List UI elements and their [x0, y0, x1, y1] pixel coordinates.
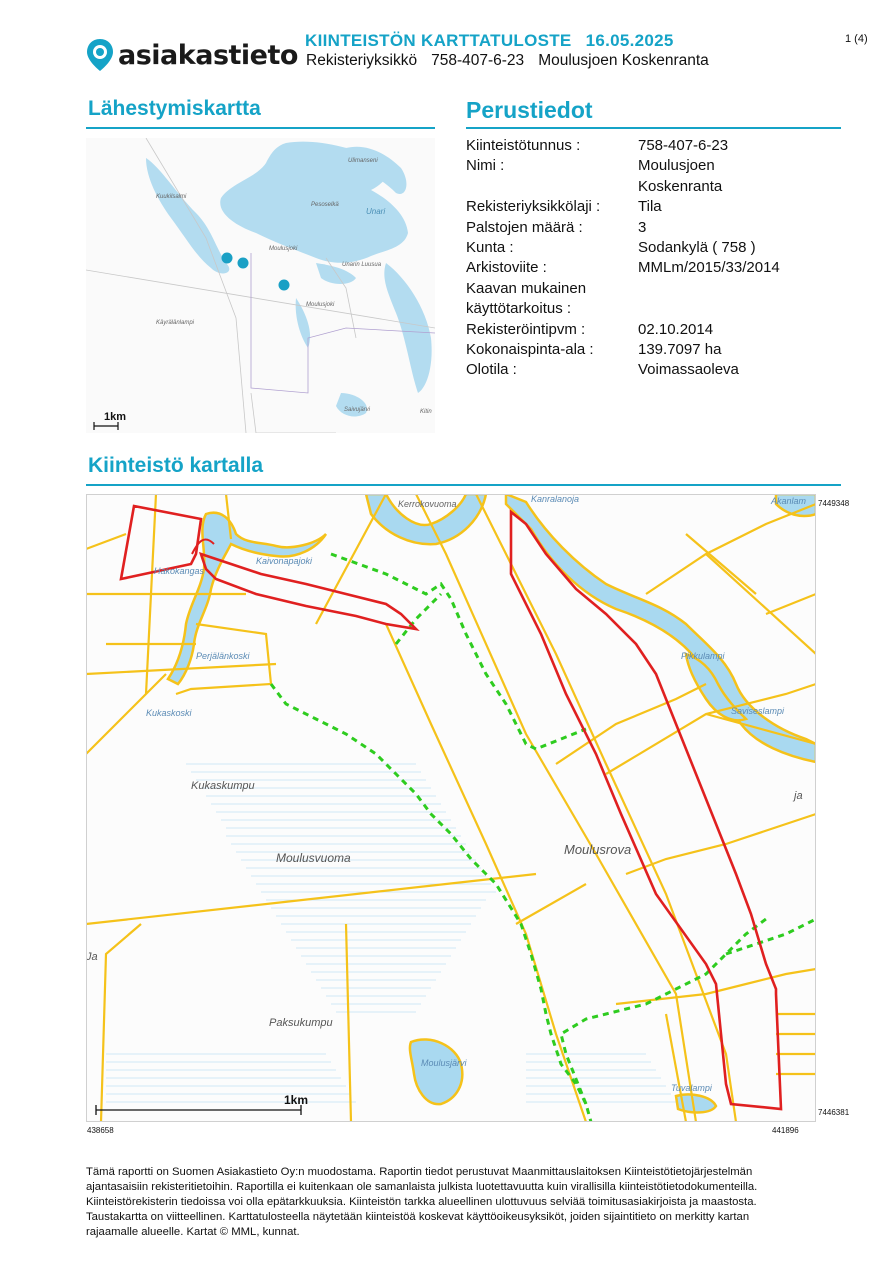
- coord-top-right: 7449348: [818, 499, 850, 508]
- info-label: Arkistoviite :: [466, 259, 547, 277]
- basic-info-table: [466, 136, 798, 381]
- info-value: Sodankylä ( 758 ): [638, 239, 756, 257]
- info-value: 139.7097 ha: [638, 341, 722, 359]
- map-label: Kukaskoski: [146, 708, 192, 718]
- report-date: 16.05.2025: [585, 31, 674, 50]
- info-row: [466, 340, 798, 360]
- overview-scale-label: 1km: [104, 411, 127, 423]
- map-label: Hakokangas: [154, 566, 205, 576]
- info-row: [466, 197, 798, 217]
- document-subtitle: [306, 52, 709, 70]
- map-label: Pesoselkä: [311, 202, 339, 208]
- info-value: [638, 279, 798, 299]
- map-label: Kaivonapajoki: [256, 556, 313, 566]
- info-value: [638, 299, 798, 319]
- subtitle-property-name: Moulusjoen Koskenranta: [538, 52, 709, 69]
- info-label: Nimi :: [466, 157, 505, 175]
- info-value: Koskenranta: [638, 177, 723, 195]
- map-label: Pikkulampi: [681, 651, 725, 661]
- map-label: Kuukilsalmi: [156, 194, 187, 200]
- map-label: Kitin: [420, 409, 432, 415]
- property-map-rule: [86, 484, 841, 486]
- info-label: [466, 177, 638, 197]
- info-row: [466, 320, 798, 340]
- info-row: [466, 258, 798, 278]
- info-value: MMLm/2015/33/2014: [638, 259, 780, 277]
- map-label: Kukaskumpu: [191, 780, 255, 792]
- map-label: Ulimanseni: [348, 158, 378, 164]
- info-label: Kiinteistötunnus :: [466, 137, 581, 154]
- info-label: Kunta :: [466, 239, 514, 257]
- map-label: Saviseslampi: [731, 706, 785, 716]
- info-row: [466, 279, 798, 299]
- basic-info-title: Perustiedot: [466, 97, 593, 123]
- info-value: Voimassaoleva: [638, 361, 739, 379]
- info-value: 758-407-6-23: [638, 137, 729, 154]
- title-text: KIINTEISTÖN KARTTATULOSTE: [305, 31, 572, 50]
- map-label: Tuvalampi: [671, 1083, 712, 1093]
- map-label: Moulusjoki: [269, 246, 298, 252]
- map-label: Unari: [366, 207, 386, 216]
- location-pin-icon: [86, 38, 114, 72]
- map-label: ja: [794, 790, 803, 802]
- info-value: Tila: [638, 198, 662, 216]
- page-number: 1 (4): [845, 33, 868, 45]
- parcel-marker[interactable]: [238, 258, 249, 269]
- coord-bottom-right-x: 441896: [772, 1126, 799, 1135]
- map-label: Moulusjoki: [306, 302, 335, 308]
- subtitle-label: Rekisteriyksikkö: [306, 52, 418, 69]
- property-map-frame: [86, 494, 816, 1122]
- info-value: Moulusjoen: [638, 157, 715, 175]
- document-title: [305, 31, 674, 51]
- overview-map[interactable]: [86, 138, 435, 433]
- property-scale-label: 1km: [284, 1093, 309, 1107]
- coord-bottom-left: 438658: [87, 1126, 114, 1135]
- info-row: [466, 177, 798, 197]
- logo-text: asiakastieto: [118, 39, 298, 71]
- map-label: Saivujärvi: [344, 407, 371, 413]
- info-label: Olotila :: [466, 361, 517, 379]
- map-label: Kerrokovuoma: [398, 499, 457, 509]
- info-label: käyttötarkoitus :: [466, 300, 572, 318]
- info-row: [466, 136, 798, 156]
- map-label: Moulusrova: [564, 842, 632, 857]
- info-label: Kaavan mukainen: [466, 279, 587, 297]
- disclaimer-text: Tämä raportti on Suomen Asiakastieto Oy:n muodostama. Raportin tiedot perustuvat Maanmittauslaitoksen Kiinteistötietojärjestelmän ajantasaisiin rekisteritietoihin. Raportilla ei kuitenkaan ole samanlaista julkista luotettavuutta kuin virallisilla kiinteistötietodokumenteilla. Kiinteistörekisterin tiedoissa voi olla epätarkkuuksia. Kiinteistön tarkka alueellinen ulottuvuus selviää toimitusasiakirjoista ja maastosta. Taustakartta on viitteellinen. Karttatulosteella näytetään kiinteistöä koskevat käyttöoikeusyksiköt, joiden sijaintitieto on merkitty kartan rajaamalle alueelle. Kartat © MML, kunnat.: [86, 1166, 758, 1238]
- basic-info-rule: [466, 127, 841, 129]
- map-label: Kanralanoja: [531, 494, 580, 504]
- map-label: Paksukumpu: [269, 1017, 333, 1029]
- coord-bottom-right: 7446381: [818, 1108, 850, 1117]
- property-map-title: Kiinteistö kartalla: [88, 454, 264, 477]
- map-label: Akanlam: [771, 496, 807, 506]
- map-label: Ja: [86, 951, 98, 963]
- info-row: [466, 156, 798, 176]
- parcel-marker[interactable]: [279, 280, 290, 291]
- parcel-marker[interactable]: [222, 253, 233, 264]
- info-label: Rekisteröintipvm :: [466, 320, 586, 338]
- subtitle-property-id: 758-407-6-23: [431, 52, 525, 69]
- info-label: Palstojen määrä :: [466, 218, 583, 236]
- map-label: Käyrälänlampi: [156, 320, 195, 326]
- overview-map-rule: [86, 127, 435, 129]
- overview-map-title: Lähestymiskartta: [88, 97, 261, 120]
- info-value: 3: [638, 218, 647, 236]
- info-row: [466, 299, 798, 319]
- info-row: [466, 360, 798, 380]
- info-row: [466, 218, 798, 238]
- info-label: Kokonaispinta-ala :: [466, 341, 594, 359]
- map-label: Perjälänkoski: [196, 651, 250, 661]
- map-label: Moulusvuoma: [276, 851, 351, 865]
- info-value: 02.10.2014: [638, 320, 714, 338]
- map-label: Moulusjärvi: [421, 1058, 467, 1068]
- map-label: Unarin Luusua: [342, 262, 382, 268]
- info-row: [466, 238, 798, 258]
- asiakastieto-logo: [86, 38, 298, 72]
- info-label: Rekisteriyksikkölaji :: [466, 198, 601, 216]
